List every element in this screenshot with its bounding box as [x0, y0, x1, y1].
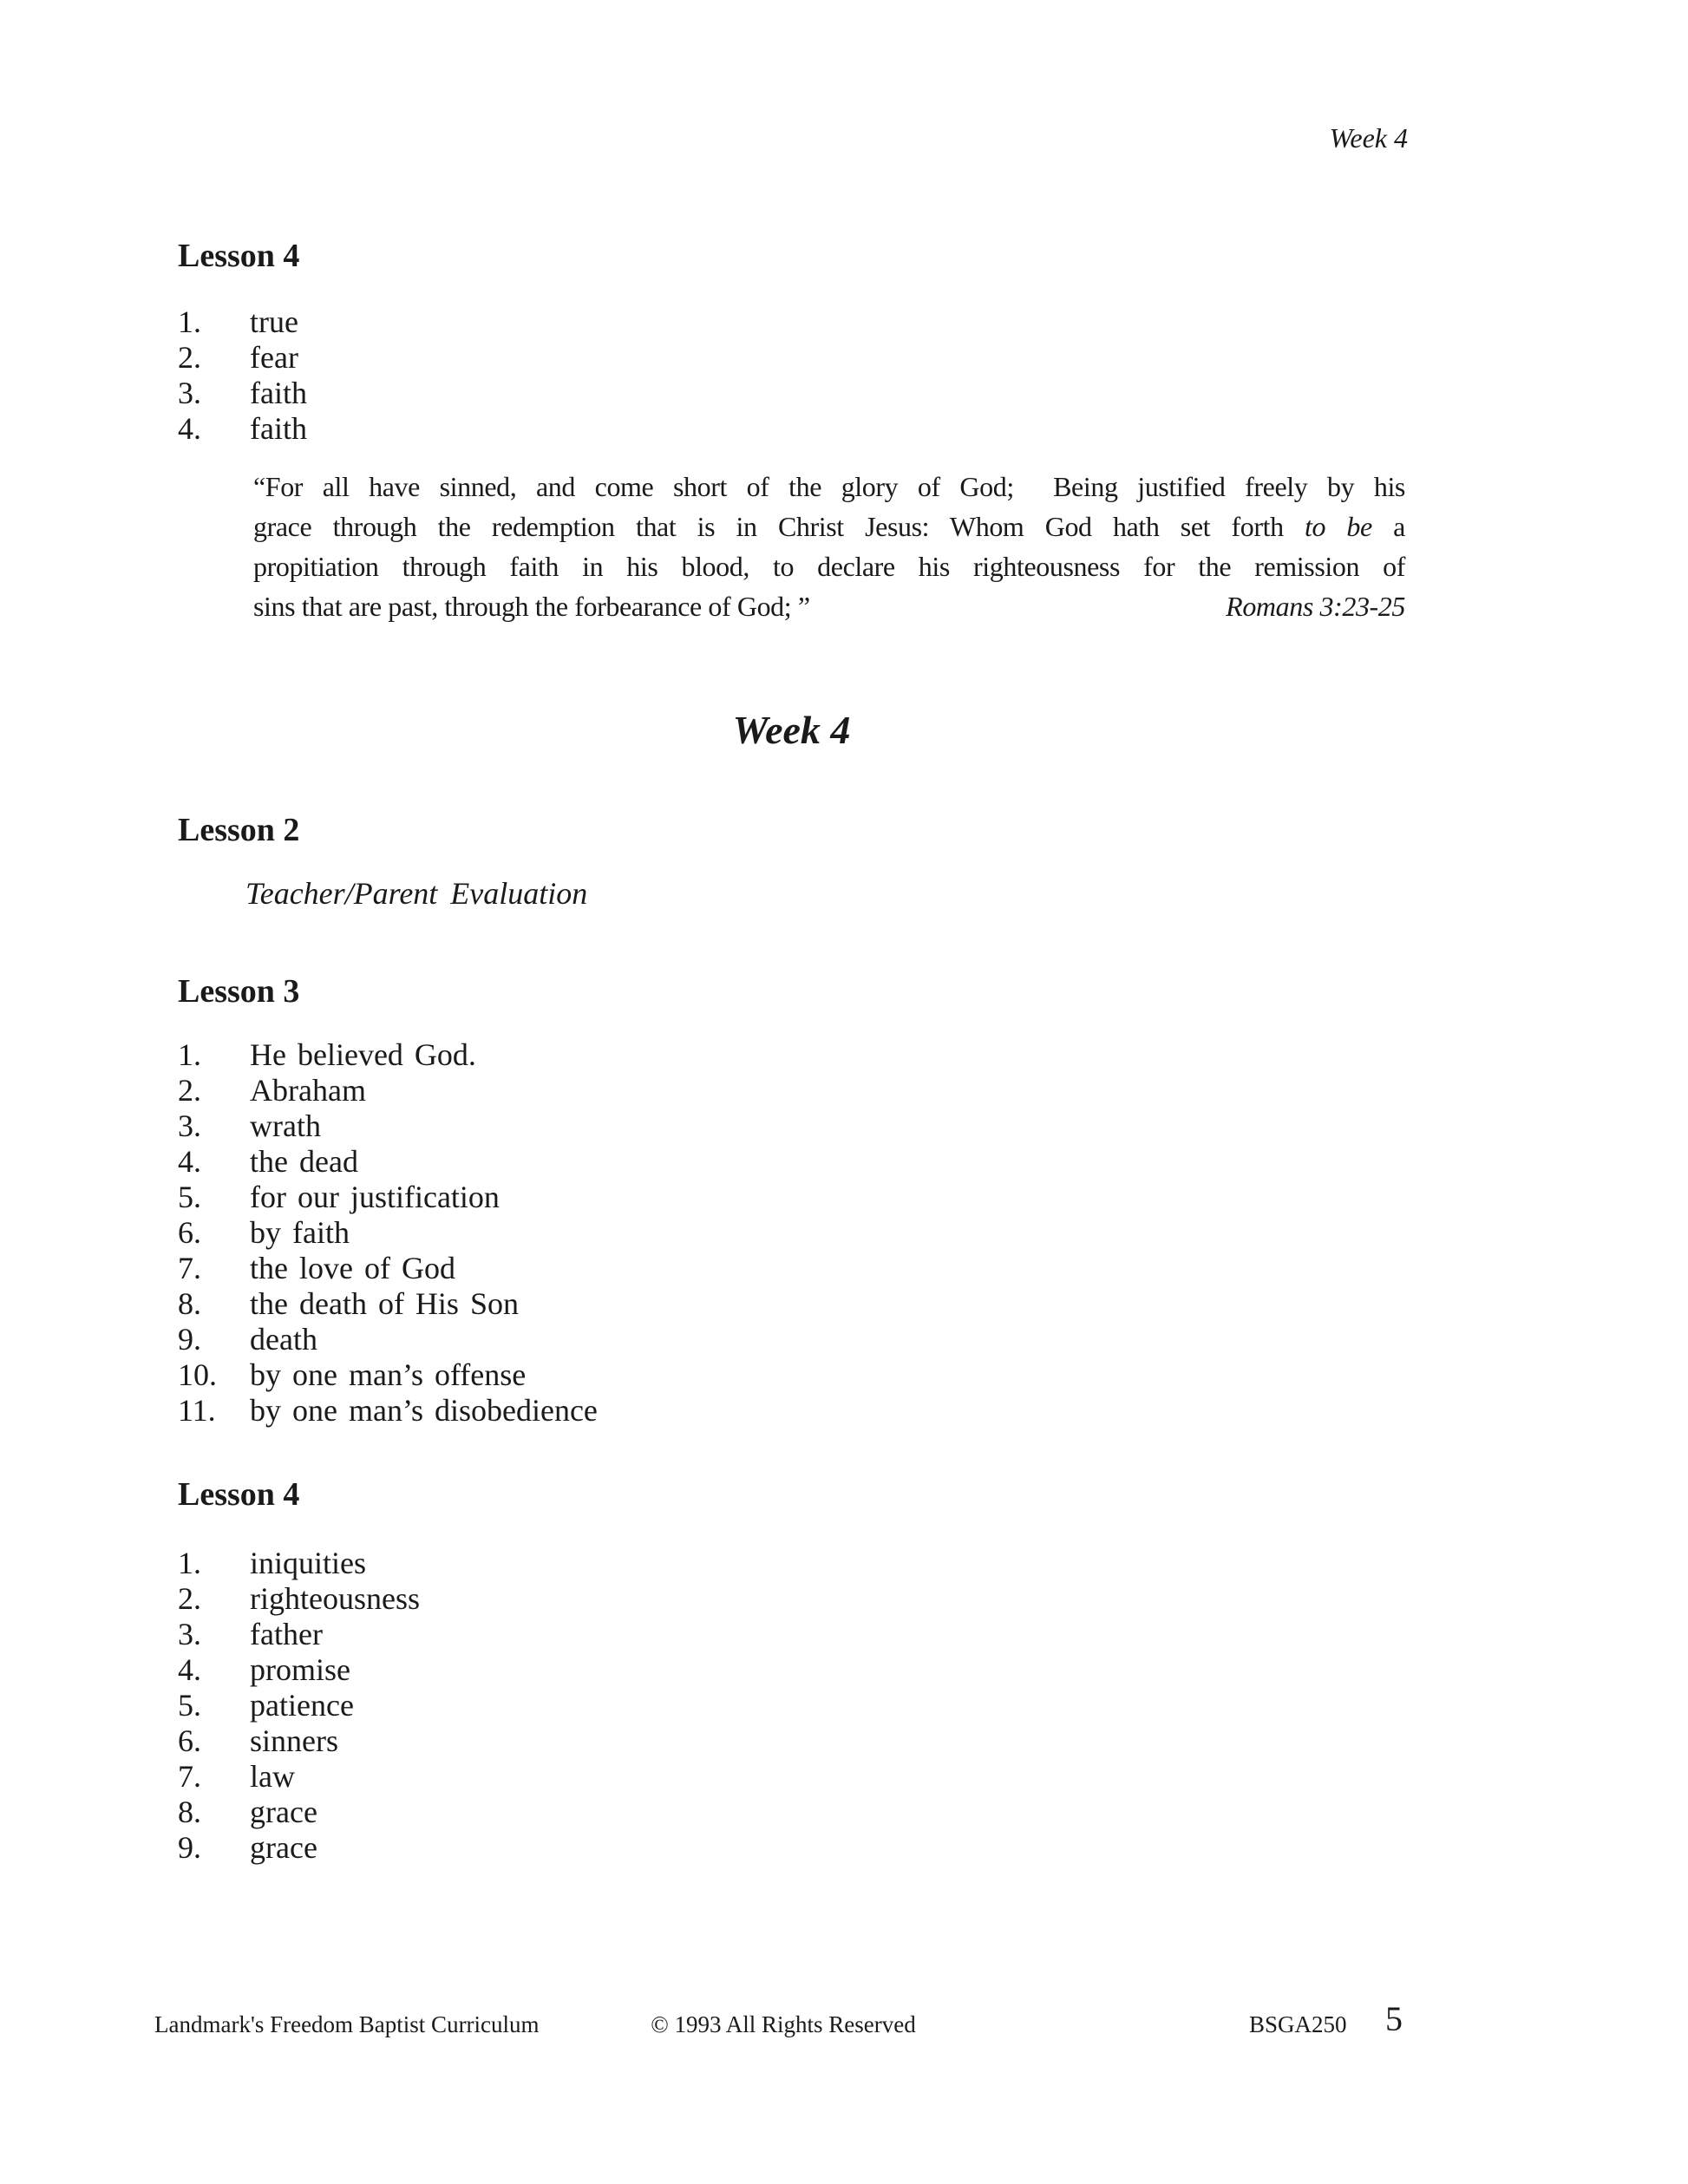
quote-line: “For all have sinned, and come short of the glory of God; Being justified freely by his: [253, 471, 1405, 502]
item-number: 1.: [178, 304, 201, 339]
item-number: 3.: [178, 1108, 201, 1143]
lesson-heading-week3-lesson4: Lesson 4: [178, 238, 300, 274]
quote-line: [253, 586, 1405, 626]
item-number: 8.: [178, 1286, 201, 1321]
item-number: 2.: [178, 1581, 201, 1616]
item-text: Abraham: [250, 1073, 366, 1108]
quote-line-text: grace through the redemption that is in Christ Jesus: Whom God hath set forth: [253, 511, 1284, 542]
item-text: the dead: [250, 1144, 358, 1179]
answer-item: [178, 376, 307, 411]
lesson2-evaluation-note: Teacher/Parent Evaluation: [245, 876, 588, 911]
item-text: by faith: [250, 1215, 350, 1250]
quote-line: [253, 507, 1405, 546]
item-number: 10.: [178, 1357, 217, 1392]
item-text: law: [250, 1759, 295, 1794]
page-number: 5: [1385, 1999, 1403, 2038]
lesson-heading-lesson3: Lesson 3: [178, 973, 300, 1010]
scripture-reference: Romans 3:23-25: [1226, 591, 1405, 622]
answer-item: [178, 1652, 420, 1688]
footer-course-code: BSGA250: [1249, 2011, 1347, 2037]
answer-item: [178, 1795, 420, 1830]
scripture-quote: [253, 467, 1405, 626]
item-number: 6.: [178, 1723, 201, 1758]
item-number: 4.: [178, 411, 201, 446]
item-number: 1.: [178, 1037, 201, 1072]
item-number: 6.: [178, 1215, 201, 1250]
item-text: He believed God.: [250, 1037, 476, 1072]
item-text: iniquities: [250, 1546, 366, 1580]
item-text: grace: [250, 1795, 317, 1829]
item-text: faith: [250, 411, 307, 446]
footer-copyright: © 1993 All Rights Reserved: [651, 2011, 916, 2037]
item-number: 9.: [178, 1830, 201, 1865]
item-number: 9.: [178, 1322, 201, 1357]
item-number: 5.: [178, 1180, 201, 1214]
item-number: 1.: [178, 1546, 201, 1580]
answer-list-lesson4: [178, 1546, 420, 1866]
item-text: righteousness: [250, 1581, 420, 1616]
footer-publisher: Landmark's Freedom Baptist Curriculum: [154, 2011, 540, 2037]
answer-item: [178, 340, 307, 376]
quote-line-text: a: [1393, 511, 1405, 542]
answer-item: [178, 1546, 420, 1581]
answer-item: [178, 1581, 420, 1617]
item-number: 2.: [178, 1073, 201, 1108]
item-text: sinners: [250, 1723, 338, 1758]
item-text: the death of His Son: [250, 1286, 519, 1321]
item-number: 3.: [178, 1617, 201, 1651]
answer-item: [178, 1037, 598, 1073]
answer-item: [178, 1830, 420, 1866]
item-text: promise: [250, 1652, 350, 1687]
item-number: 5.: [178, 1688, 201, 1723]
answer-item: [178, 411, 307, 447]
answer-item: [178, 1617, 420, 1652]
answer-item: [178, 1759, 420, 1795]
quote-line-italic: to be: [1305, 511, 1372, 542]
answer-item: [178, 1688, 420, 1723]
item-text: for our justification: [250, 1180, 500, 1214]
week-heading: Week 4: [732, 708, 851, 752]
lesson-heading-lesson4: Lesson 4: [178, 1476, 300, 1513]
answer-item: [178, 1286, 598, 1322]
item-text: father: [250, 1617, 323, 1651]
answer-item: [178, 1357, 598, 1393]
quote-line-text: sins that are past, through the forbearance of God; ”: [253, 591, 810, 622]
answer-item: [178, 1180, 598, 1215]
item-text: patience: [250, 1688, 354, 1723]
answer-item: [178, 1393, 598, 1429]
answer-list-lesson3: [178, 1037, 598, 1429]
quote-line: propitiation through faith in his blood, to declare his righteousness for the remission of: [253, 551, 1405, 582]
answer-item: [178, 1073, 598, 1108]
answer-list-week3-lesson4: [178, 304, 307, 447]
item-number: 3.: [178, 376, 201, 410]
item-number: 7.: [178, 1251, 201, 1285]
item-text: fear: [250, 340, 298, 375]
answer-item: [178, 1723, 420, 1759]
item-number: 11.: [178, 1393, 216, 1428]
item-text: the love of God: [250, 1251, 455, 1285]
item-text: grace: [250, 1830, 317, 1865]
answer-item: [178, 1215, 598, 1251]
item-number: 7.: [178, 1759, 201, 1794]
item-text: by one man’s disobedience: [250, 1393, 598, 1428]
answer-item: [178, 1108, 598, 1144]
item-number: 2.: [178, 340, 201, 375]
item-text: by one man’s offense: [250, 1357, 527, 1392]
item-text: faith: [250, 376, 307, 410]
answer-item: [178, 304, 307, 340]
answer-item: [178, 1144, 598, 1180]
answer-item: [178, 1251, 598, 1286]
lesson-heading-lesson2: Lesson 2: [178, 812, 300, 848]
item-number: 8.: [178, 1795, 201, 1829]
item-text: true: [250, 304, 298, 339]
item-text: death: [250, 1322, 317, 1357]
item-number: 4.: [178, 1144, 201, 1179]
item-text: wrath: [250, 1108, 321, 1143]
page-header-week-label: Week 4: [1329, 122, 1408, 154]
answer-item: [178, 1322, 598, 1357]
item-number: 4.: [178, 1652, 201, 1687]
